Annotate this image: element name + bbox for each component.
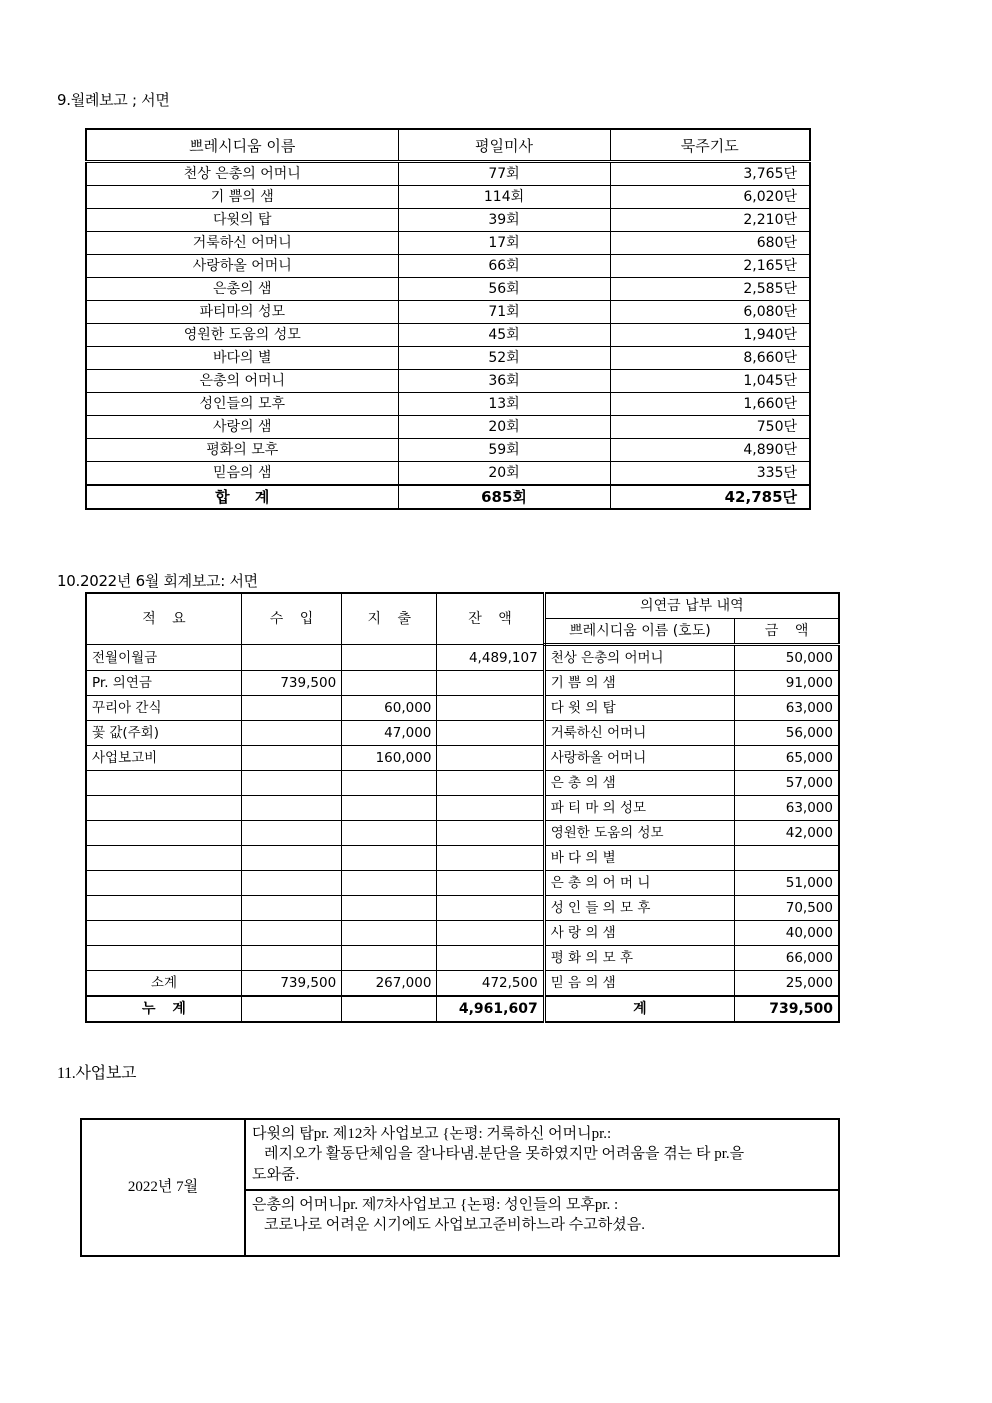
accounting-table xyxy=(85,592,840,1023)
cell-subtotal-income: 739,500 xyxy=(241,971,341,997)
report-line-1: 다윗의 탑pr. 제12차 사업보고 {논평: 거룩하신 어머니pr.: xyxy=(252,1126,612,1142)
column-header-praesidium-name: 쁘레시디움 이름 xyxy=(86,129,398,162)
cell-description xyxy=(86,821,241,846)
cell-balance xyxy=(437,871,544,896)
cell-income xyxy=(241,921,341,946)
cell-praesidium-name: 기 쁨의 샘 xyxy=(86,186,398,209)
cell-rosary: 1,940단 xyxy=(610,324,810,347)
cell-rosary: 680단 xyxy=(610,232,810,255)
cell-rosary: 2,210단 xyxy=(610,209,810,232)
cell-balance xyxy=(437,771,544,796)
activity-report-table-container xyxy=(80,1118,840,1257)
cell-expense xyxy=(342,846,437,871)
cell-description xyxy=(86,921,241,946)
column-header-description: 적 요 xyxy=(86,593,241,645)
table-total-row xyxy=(86,485,810,509)
cell-donation-amount: 40,000 xyxy=(735,921,839,946)
cell-total-label: 합 계 xyxy=(86,485,398,509)
table-row xyxy=(86,278,810,301)
table-row xyxy=(86,871,839,896)
report-line-1: 은총의 어머니pr. 제7차사업보고 {논평: 성인들의 모후pr. : xyxy=(252,1196,619,1213)
cell-total-rosary: 42,785단 xyxy=(610,485,810,509)
cell-donation-amount: 91,000 xyxy=(735,671,839,696)
cell-donation-praesidium: 평 화 의 모 후 xyxy=(544,946,735,971)
cell-weekday-mass: 71회 xyxy=(398,301,610,324)
cell-rosary: 750단 xyxy=(610,416,810,439)
cell-expense xyxy=(342,821,437,846)
cell-cumulative-label: 누 계 xyxy=(86,996,241,1022)
table-row xyxy=(86,821,839,846)
table-row xyxy=(86,393,810,416)
cell-donation-amount: 70,500 xyxy=(735,896,839,921)
table-row xyxy=(86,439,810,462)
cell-expense xyxy=(342,896,437,921)
cell-subtotal-expense: 267,000 xyxy=(342,971,437,997)
table-subtotal-row xyxy=(86,971,839,997)
cell-donation-praesidium: 믿 음 의 샘 xyxy=(544,971,735,997)
cell-cumulative-expense xyxy=(342,996,437,1022)
table-row xyxy=(86,255,810,278)
report-line-3: 도와줌. xyxy=(252,1166,300,1183)
cell-income xyxy=(241,696,341,721)
cell-donation-praesidium: 사랑하올 어머니 xyxy=(544,746,735,771)
cell-praesidium-name: 다윗의 탑 xyxy=(86,209,398,232)
cell-rosary: 2,165단 xyxy=(610,255,810,278)
table-row xyxy=(86,946,839,971)
cell-donation-amount: 25,000 xyxy=(735,971,839,997)
cell-expense: 60,000 xyxy=(342,696,437,721)
cell-donation-amount: 57,000 xyxy=(735,771,839,796)
cell-income xyxy=(241,771,341,796)
cell-balance xyxy=(437,946,544,971)
table-row xyxy=(86,462,810,486)
column-header-weekday-mass: 평일미사 xyxy=(398,129,610,162)
table-row xyxy=(86,771,839,796)
cell-praesidium-name: 바다의 별 xyxy=(86,347,398,370)
cell-weekday-mass: 114회 xyxy=(398,186,610,209)
cell-donation-total-amount: 739,500 xyxy=(735,996,839,1022)
cell-expense xyxy=(342,946,437,971)
cell-donation-amount: 65,000 xyxy=(735,746,839,771)
cell-rosary: 1,660단 xyxy=(610,393,810,416)
table-row xyxy=(86,186,810,209)
cell-donation-amount: 51,000 xyxy=(735,871,839,896)
cell-expense xyxy=(342,796,437,821)
table-row xyxy=(86,162,810,186)
report-line-2: 코로나로 어려운 시기에도 사업보고준비하느라 수고하셨음. xyxy=(264,1217,646,1233)
cell-rosary: 1,045단 xyxy=(610,370,810,393)
report-line-2: 레지오가 활동단체임을 잘나타냄.분단을 못하였지만 어려움을 겪는 타 pr.을 xyxy=(264,1146,745,1163)
activity-report-row xyxy=(81,1119,839,1190)
cell-expense xyxy=(342,671,437,696)
cell-income xyxy=(241,746,341,771)
cell-donation-praesidium: 영원한 도움의 성모 xyxy=(544,821,735,846)
cell-expense xyxy=(342,871,437,896)
column-header-income: 수 입 xyxy=(241,593,341,645)
table-row xyxy=(86,896,839,921)
table-row xyxy=(86,347,810,370)
cell-donation-praesidium: 은 총 의 샘 xyxy=(544,771,735,796)
column-header-amount: 금 액 xyxy=(735,619,839,645)
cell-balance xyxy=(437,671,544,696)
cell-praesidium-name: 평화의 모후 xyxy=(86,439,398,462)
cell-rosary: 335단 xyxy=(610,462,810,486)
cell-cumulative-income xyxy=(241,996,341,1022)
cell-expense: 160,000 xyxy=(342,746,437,771)
cell-praesidium-name: 사랑하올 어머니 xyxy=(86,255,398,278)
cell-balance xyxy=(437,696,544,721)
cell-donation-amount: 63,000 xyxy=(735,696,839,721)
cell-income xyxy=(241,796,341,821)
column-header-expense: 지 출 xyxy=(342,593,437,645)
cell-description xyxy=(86,871,241,896)
cell-description xyxy=(86,946,241,971)
cell-praesidium-name: 성인들의 모후 xyxy=(86,393,398,416)
cell-praesidium-name: 믿음의 샘 xyxy=(86,462,398,486)
monthly-report-table xyxy=(85,128,811,510)
cell-donation-praesidium: 거룩하신 어머니 xyxy=(544,721,735,746)
table-row xyxy=(86,416,810,439)
cell-income xyxy=(241,721,341,746)
cell-rosary: 6,020단 xyxy=(610,186,810,209)
cell-subtotal-balance: 472,500 xyxy=(437,971,544,997)
cell-weekday-mass: 20회 xyxy=(398,462,610,486)
cell-description xyxy=(86,771,241,796)
cell-balance xyxy=(437,796,544,821)
cell-description xyxy=(86,896,241,921)
table-row xyxy=(86,746,839,771)
cell-donation-amount: 66,000 xyxy=(735,946,839,971)
cell-donation-praesidium: 파 티 마 의 성모 xyxy=(544,796,735,821)
cell-subtotal-label: 소계 xyxy=(86,971,241,997)
column-header-balance: 잔 액 xyxy=(437,593,544,645)
cell-donation-praesidium: 천상 은총의 어머니 xyxy=(544,645,735,671)
cell-donation-praesidium: 사 랑 의 샘 xyxy=(544,921,735,946)
cell-praesidium-name: 사랑의 샘 xyxy=(86,416,398,439)
table-row xyxy=(86,209,810,232)
cell-income xyxy=(241,896,341,921)
section-heading-monthly-report: 9.월례보고 ; 서면 xyxy=(57,91,170,109)
cell-praesidium-name: 은총의 샘 xyxy=(86,278,398,301)
cell-weekday-mass: 77회 xyxy=(398,162,610,186)
cell-balance: 4,489,107 xyxy=(437,645,544,671)
cell-donation-amount: 63,000 xyxy=(735,796,839,821)
cell-expense xyxy=(342,771,437,796)
monthly-report-table-container xyxy=(85,128,811,510)
column-header-praesidium-name-ho: 쁘레시디움 이름 (호도) xyxy=(544,619,735,645)
cell-donation-amount xyxy=(735,846,839,871)
cell-praesidium-name: 거룩하신 어머니 xyxy=(86,232,398,255)
cell-rosary: 4,890단 xyxy=(610,439,810,462)
cell-description: 꾸리아 간식 xyxy=(86,696,241,721)
table-row xyxy=(86,645,839,671)
cell-income xyxy=(241,871,341,896)
cell-rosary: 8,660단 xyxy=(610,347,810,370)
cell-donation-praesidium: 다 윗 의 탑 xyxy=(544,696,735,721)
cell-weekday-mass: 13회 xyxy=(398,393,610,416)
cell-balance xyxy=(437,821,544,846)
cell-weekday-mass: 56회 xyxy=(398,278,610,301)
cell-praesidium-name: 파티마의 성모 xyxy=(86,301,398,324)
cell-balance xyxy=(437,721,544,746)
cell-weekday-mass: 66회 xyxy=(398,255,610,278)
activity-report-table xyxy=(80,1118,840,1257)
table-row xyxy=(86,721,839,746)
cell-income xyxy=(241,946,341,971)
table-row xyxy=(86,301,810,324)
cell-report-body xyxy=(245,1119,839,1190)
cell-donation-praesidium: 기 쁨 의 샘 xyxy=(544,671,735,696)
cell-description: 전월이월금 xyxy=(86,645,241,671)
cell-balance xyxy=(437,846,544,871)
cell-rosary: 3,765단 xyxy=(610,162,810,186)
section-heading-accounting-report: 10.2022년 6월 회계보고: 서면 xyxy=(57,572,258,590)
cell-balance xyxy=(437,921,544,946)
cell-weekday-mass: 59회 xyxy=(398,439,610,462)
table-row xyxy=(86,232,810,255)
cell-expense xyxy=(342,645,437,671)
cell-description: 사업보고비 xyxy=(86,746,241,771)
cell-weekday-mass: 20회 xyxy=(398,416,610,439)
cell-expense xyxy=(342,921,437,946)
table-cumulative-row xyxy=(86,996,839,1022)
cell-weekday-mass: 52회 xyxy=(398,347,610,370)
table-row xyxy=(86,696,839,721)
cell-donation-praesidium: 은 총 의 어 머 니 xyxy=(544,871,735,896)
cell-description: 꽃 값(주회) xyxy=(86,721,241,746)
cell-income xyxy=(241,645,341,671)
section-heading-activity-report: 11.사업보고 xyxy=(57,1065,137,1082)
cell-balance xyxy=(437,746,544,771)
cell-donation-amount: 50,000 xyxy=(735,645,839,671)
table-header-row xyxy=(86,129,810,162)
cell-expense: 47,000 xyxy=(342,721,437,746)
table-row xyxy=(86,921,839,946)
cell-weekday-mass: 39회 xyxy=(398,209,610,232)
table-header-row-top xyxy=(86,593,839,619)
cell-report-body xyxy=(245,1190,839,1256)
cell-weekday-mass: 45회 xyxy=(398,324,610,347)
cell-total-mass: 685회 xyxy=(398,485,610,509)
cell-rosary: 2,585단 xyxy=(610,278,810,301)
cell-cumulative-balance: 4,961,607 xyxy=(437,996,544,1022)
cell-weekday-mass: 17회 xyxy=(398,232,610,255)
cell-weekday-mass: 36회 xyxy=(398,370,610,393)
table-row xyxy=(86,796,839,821)
cell-rosary: 6,080단 xyxy=(610,301,810,324)
cell-description: Pr. 의연금 xyxy=(86,671,241,696)
column-header-rosary: 묵주기도 xyxy=(610,129,810,162)
cell-balance xyxy=(437,896,544,921)
cell-praesidium-name: 은총의 어머니 xyxy=(86,370,398,393)
cell-income xyxy=(241,846,341,871)
cell-donation-praesidium: 성 인 들 의 모 후 xyxy=(544,896,735,921)
cell-praesidium-name: 영원한 도움의 성모 xyxy=(86,324,398,347)
cell-description xyxy=(86,846,241,871)
table-row xyxy=(86,370,810,393)
cell-praesidium-name: 천상 은총의 어머니 xyxy=(86,162,398,186)
cell-income: 739,500 xyxy=(241,671,341,696)
table-row xyxy=(86,324,810,347)
cell-donation-amount: 42,000 xyxy=(735,821,839,846)
table-row xyxy=(86,671,839,696)
column-header-donation-group: 의연금 납부 내역 xyxy=(544,593,839,619)
cell-report-month: 2022년 7월 xyxy=(81,1119,245,1256)
cell-donation-amount: 56,000 xyxy=(735,721,839,746)
cell-donation-total-label: 계 xyxy=(544,996,735,1022)
cell-donation-praesidium: 바 다 의 별 xyxy=(544,846,735,871)
accounting-table-container xyxy=(85,592,840,1023)
table-row xyxy=(86,846,839,871)
cell-description xyxy=(86,796,241,821)
cell-income xyxy=(241,821,341,846)
